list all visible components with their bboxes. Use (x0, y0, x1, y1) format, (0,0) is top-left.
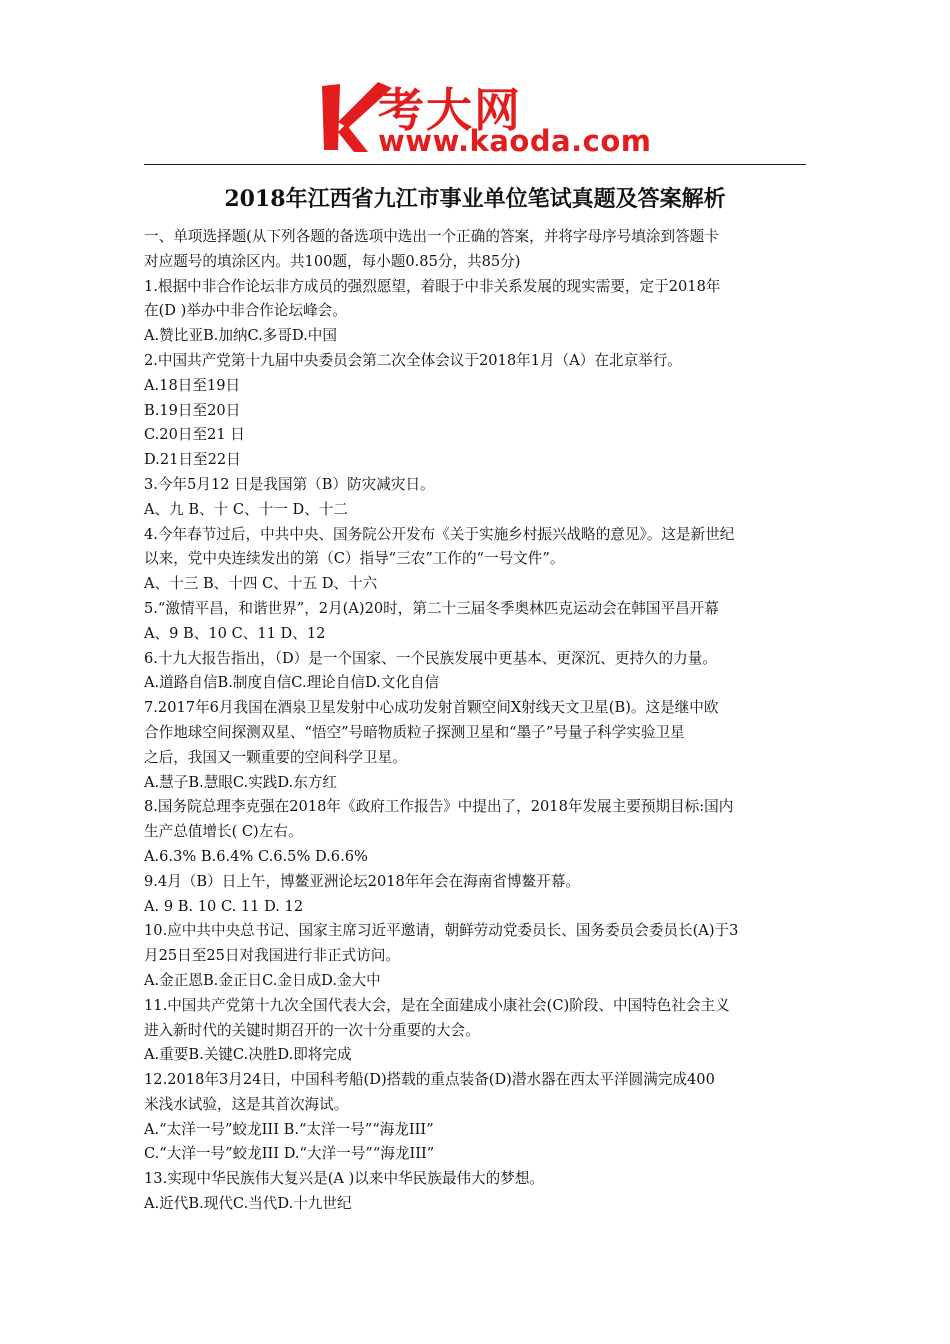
header-divider (144, 164, 806, 165)
text-line: 2.中国共产党第十九届中央委员会第二次全体会议于2018年1月（A）在北京举行。 (144, 351, 682, 369)
text-line: A、九 B、十 C、十一 D、十二 (144, 500, 348, 518)
text-line: A.赞比亚B.加纳C.多哥D.中国 (144, 327, 337, 345)
text-line: 生产总值增长( C)左右。 (144, 823, 303, 841)
text-line: 之后，我国又一颗重要的空间科学卫星。 (144, 748, 407, 766)
text-line: 3.今年5月12 日是我国第（B）防灾减灾日。 (144, 475, 435, 493)
document-body (144, 225, 808, 1217)
text-line: 合作地球空间探测双星、“悟空”号暗物质粒子探测卫星和“墨子”号量子科学实验卫星 (144, 723, 685, 741)
text-line: 8.国务院总理李克强在2018年《政府工作报告》中提出了，2018年发展主要预期目标:国内 (144, 798, 734, 816)
text-line: 以来，党中央连续发出的第（C）指导“三农”工作的“一号文件”。 (144, 550, 565, 568)
text-line: A、十三 B、十四 C、十五 D、十六 (144, 575, 378, 593)
text-line: 10.应中共中央总书记、国家主席习近平邀请，朝鲜劳动党委员长、国务委员会委员长(A)于3 (144, 922, 739, 940)
text-line: A.“太洋一号”蛟龙III B.“太洋一号”“海龙III” (144, 1120, 434, 1138)
text-line: 7.2017年6月我国在酒泉卫星发射中心成功发射首颗空间X射线天文卫星(B)。这是继中欧 (144, 699, 719, 717)
text-line: 9.4月（B）日上午，博鳌亚洲论坛2018年年会在海南省博鳌开幕。 (144, 872, 580, 890)
kaoda-logo (318, 80, 652, 158)
text-line: A.18日至19日 (144, 376, 241, 394)
text-line: 月25日至25日对我国进行非正式访问。 (144, 947, 401, 965)
text-line: 12.2018年3月24日，中国科考船(D)搭载的重点装备(D)潜水器在西太平洋圆满完成400 (144, 1071, 715, 1089)
text-line: 6.十九大报告指出，（D）是一个国家、一个民族发展中更基本、更深沉、更持久的力量。 (144, 649, 717, 667)
text-line: B.19日至20日 (144, 401, 241, 419)
text-line: A.金正恩B.金正日C.金日成D.金大中 (144, 971, 381, 989)
text-line: 米浅水试验，这是其首次海试。 (144, 1095, 349, 1113)
text-line: A.慧子B.慧眼C.实践D.东方红 (144, 773, 337, 791)
text-line: A.重要B.关键C.决胜D.即将完成 (144, 1046, 352, 1064)
text-line: C.20日至21 日 (144, 426, 245, 444)
text-line: A、9 B、10 C、11 D、12 (144, 624, 326, 642)
text-line: 11.中国共产党第十九次全国代表大会，是在全面建成小康社会(C)阶段、中国特色社会主义 (144, 996, 730, 1014)
text-line: 进入新时代的关键时期召开的一次十分重要的大会。 (144, 1021, 480, 1039)
text-line: 一、单项选择题(从下列各题的备选项中选出一个正确的答案，并将字母序号填涂到答题卡 (144, 228, 719, 245)
text-line: 4.今年春节过后，中共中央、国务院公开发布《关于实施乡村振兴战略的意见》。这是新世纪 (144, 525, 735, 543)
logo-url: www.kaoda.com (378, 124, 652, 158)
text-line: 对应题号的填涂区内。共100题，每小题0.85分，共85分) (144, 252, 521, 270)
logo-chinese-name: 考大网 (378, 83, 522, 137)
text-line: A.道路自信B.制度自信C.理论自信D.文化自信 (144, 674, 440, 692)
text-line: C.“大洋一号”蛟龙III D.“大洋一号”“海龙III” (144, 1145, 435, 1163)
text-line: D.21日至22日 (144, 451, 241, 469)
text-line: 13.实现中华民族伟大复兴是(A )以来中华民族最伟大的梦想。 (144, 1170, 545, 1188)
text-line: A.6.3% B.6.4% C.6.5% D.6.6% (144, 847, 368, 865)
text-line: 5.“激情平昌，和谐世界”，2月(A)20时，第二十三届冬季奥林匹克运动会在韩国平昌开幕 (144, 599, 719, 617)
text-line: A. 9 B. 10 C. 11 D. 12 (144, 897, 304, 915)
text-line: 1.根据中非合作论坛非方成员的强烈愿望，着眼于中非关系发展的现实需要，定于2018年 (144, 277, 721, 295)
text-line: 在(D )举办中非合作论坛峰会。 (144, 302, 347, 320)
text-line: A.近代B.现代C.当代D.十九世纪 (144, 1195, 352, 1213)
document-title: 2018年江西省九江市事业单位笔试真题及答案解析 (224, 186, 726, 212)
